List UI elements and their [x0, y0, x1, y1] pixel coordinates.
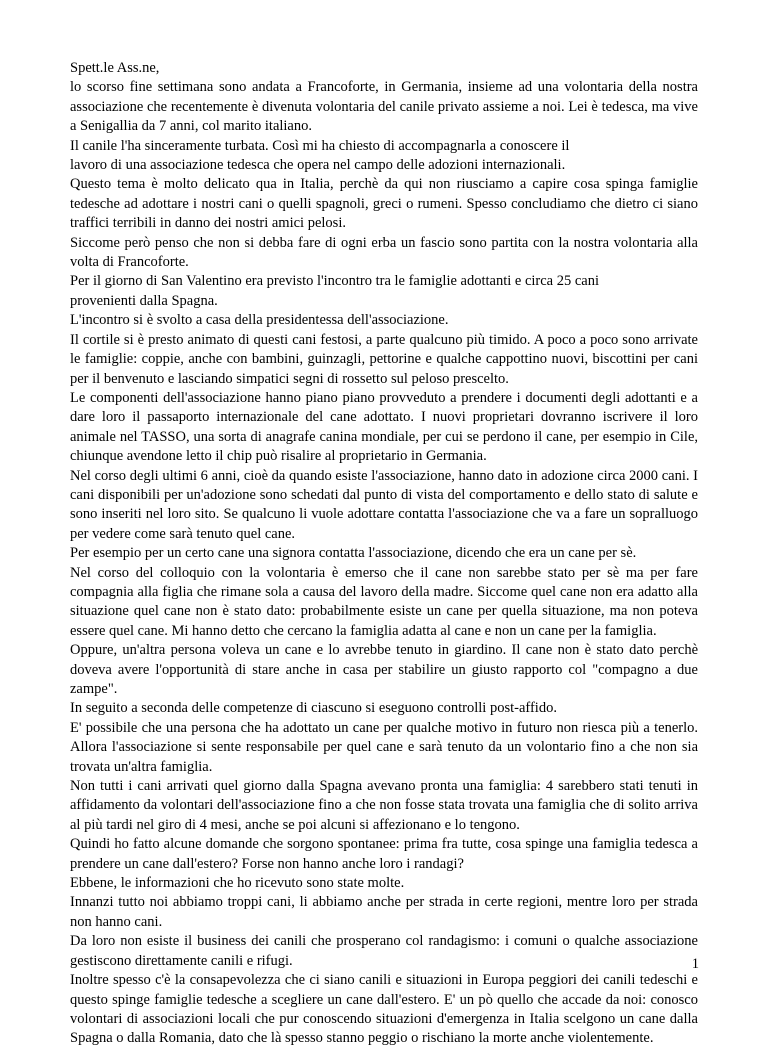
- paragraph: Nel corso del colloquio con la volontaria è emerso che il cane non sarebbe stato per sè ma per fare compagnia alla figlia che rimane sola a causa del lavoro della madre. Siccome quel cane non era adatto alla situazione quel cane non è stato dato: probabilmente esiste un cane per quella situazione, ma non poteva essere quel cane. Mi hanno detto che cercano la famiglia adatta al cane e non un cane per la famiglia.: [70, 564, 698, 639]
- salutation: Spett.le Ass.ne,: [70, 60, 160, 76]
- paragraph: lavoro di una associazione tedesca che opera nel campo delle adozioni internazionali.: [70, 157, 566, 174]
- paragraph: Da loro non esiste il business dei canili che prosperano col randagismo: i comuni o qualche associazione gestiscono direttamente canili e rifugi.: [70, 933, 698, 969]
- paragraph: Le componenti dell'associazione hanno piano piano provveduto a prendere i documenti degli adottanti e a dare loro il passaporto internazionale del cane adottato. I nuovi proprietari dovranno iscrivere il loro animale nel TASSO, una sorta di anagrafe canina mondiale, per cui se perdono il cane, per esempio in Cile, chiunque avendone letto il chip può risalire al proprietario in Germania.: [70, 389, 698, 465]
- paragraph: Il canile l'ha sinceramente turbata. Così mi ha chiesto di accompagnarla a conoscere il: [70, 137, 570, 154]
- letter-body: [70, 59, 698, 1049]
- paragraph: Per esempio per un certo cane una signora contatta l'associazione, dicendo che era un cane per sè.: [70, 545, 637, 562]
- paragraph: Questo tema è molto delicato qua in Italia, perchè da qui non riusciamo a capire cosa spinga famiglie tedesche ad adottare i nostri cani o quelli spagnoli, greci o rumeni. Spesso concludiamo che dietro ci siano traffici terribili in danno dei nostri amici pelosi.: [70, 176, 698, 232]
- paragraph: Innanzi tutto noi abbiamo troppi cani, li abbiamo anche per strada in certe regioni, mentre loro per strada non hanno cani.: [70, 894, 698, 930]
- paragraph: Non tutti i cani arrivati quel giorno dalla Spagna avevano pronta una famiglia: 4 sarebbero stati tenuti in affidamento da volontari dell'associazione fino a che non fosse stata trovata una famiglia che di solito arriva al più tardi nel giro di 4 mesi, anche se poi alcuni si affezionano e lo tengono.: [70, 778, 698, 833]
- paragraph: lo scorso fine settimana sono andata a Francoforte, in Germania, insieme ad una volontaria della nostra associazione che recentemente è divenuta volontaria del canile privato assieme a noi. Lei è tedesca, ma vive a Senigallia da 7 anni, col marito italiano.: [70, 79, 698, 135]
- paragraph: In seguito a seconda delle competenze di ciascuno si eseguono controlli post-affido.: [70, 700, 557, 717]
- paragraph: provenienti dalla Spagna.: [70, 292, 218, 309]
- page-number: 1: [691, 956, 699, 972]
- paragraph: Inoltre spesso c'è la consapevolezza che ci siano canili e situazioni in Europa peggiori dei canili tedeschi e questo spinge famiglie tedesche a scegliere un cane dall'estero. E' un pò quello che accade da noi: conosco volontari di associazioni locali che pur conoscendo situazioni d'emergenza in Italia scelgono un cane dalla Spagna o dalla Romania, dato che là spesso stanno peggio o rischiano la morte anche violentemente.: [70, 972, 698, 1047]
- paragraph: Nel corso degli ultimi 6 anni, cioè da quando esiste l'associazione, hanno dato in adozione circa 2000 cani. I cani disponibili per un'adozione sono schedati dal punto di vista del comportamento e dello stato di salute e sono inseriti nel loro sito. Se qualcuno li vuole adottare contatta l'associazione che va a fare un sopralluogo per vedere come sarà tenuto quel cane.: [70, 467, 698, 542]
- paragraph: Oppure, un'altra persona voleva un cane e lo avrebbe tenuto in giardino. Il cane non è stato dato perchè doveva avere l'opportunità di stare anche in casa per stabilire un giusto rapporto col "compagno a due zampe".: [70, 642, 698, 697]
- paragraph: Il cortile si è presto animato di questi cani festosi, a parte qualcuno più timido. A poco a poco sono arrivate le famiglie: coppie, anche con bambini, guinzagli, pettorine e qualche cappottino nuovi, biscottini per cani per il benvenuto e lasciando simpatici segni di rossetto sul peloso prescelto.: [70, 331, 698, 387]
- paragraph: Quindi ho fatto alcune domande che sorgono spontanee: prima fra tutte, cosa spinge una famiglia tedesca a prendere un cane dall'estero? Forse non hanno anche loro i randagi?: [70, 836, 698, 872]
- paragraph: Siccome però penso che non si debba fare di ogni erba un fascio sono partita con la nostra volontaria alla volta di Francoforte.: [70, 234, 698, 271]
- paragraph: L'incontro si è svolto a casa della presidentessa dell'associazione.: [70, 312, 449, 329]
- paragraph: E' possibile che una persona che ha adottato un cane per qualche motivo in futuro non riesca più a tenerlo. Allora l'associazione si sente responsabile per quel cane e sarà tenuto da un volontario fino a che non sia trovata un'altra famiglia.: [70, 719, 698, 775]
- paragraph: Ebbene, le informazioni che ho ricevuto sono state molte.: [70, 875, 405, 892]
- paragraph: Per il giorno di San Valentino era previsto l'incontro tra le famiglie adottanti e circa 25 cani: [70, 273, 600, 290]
